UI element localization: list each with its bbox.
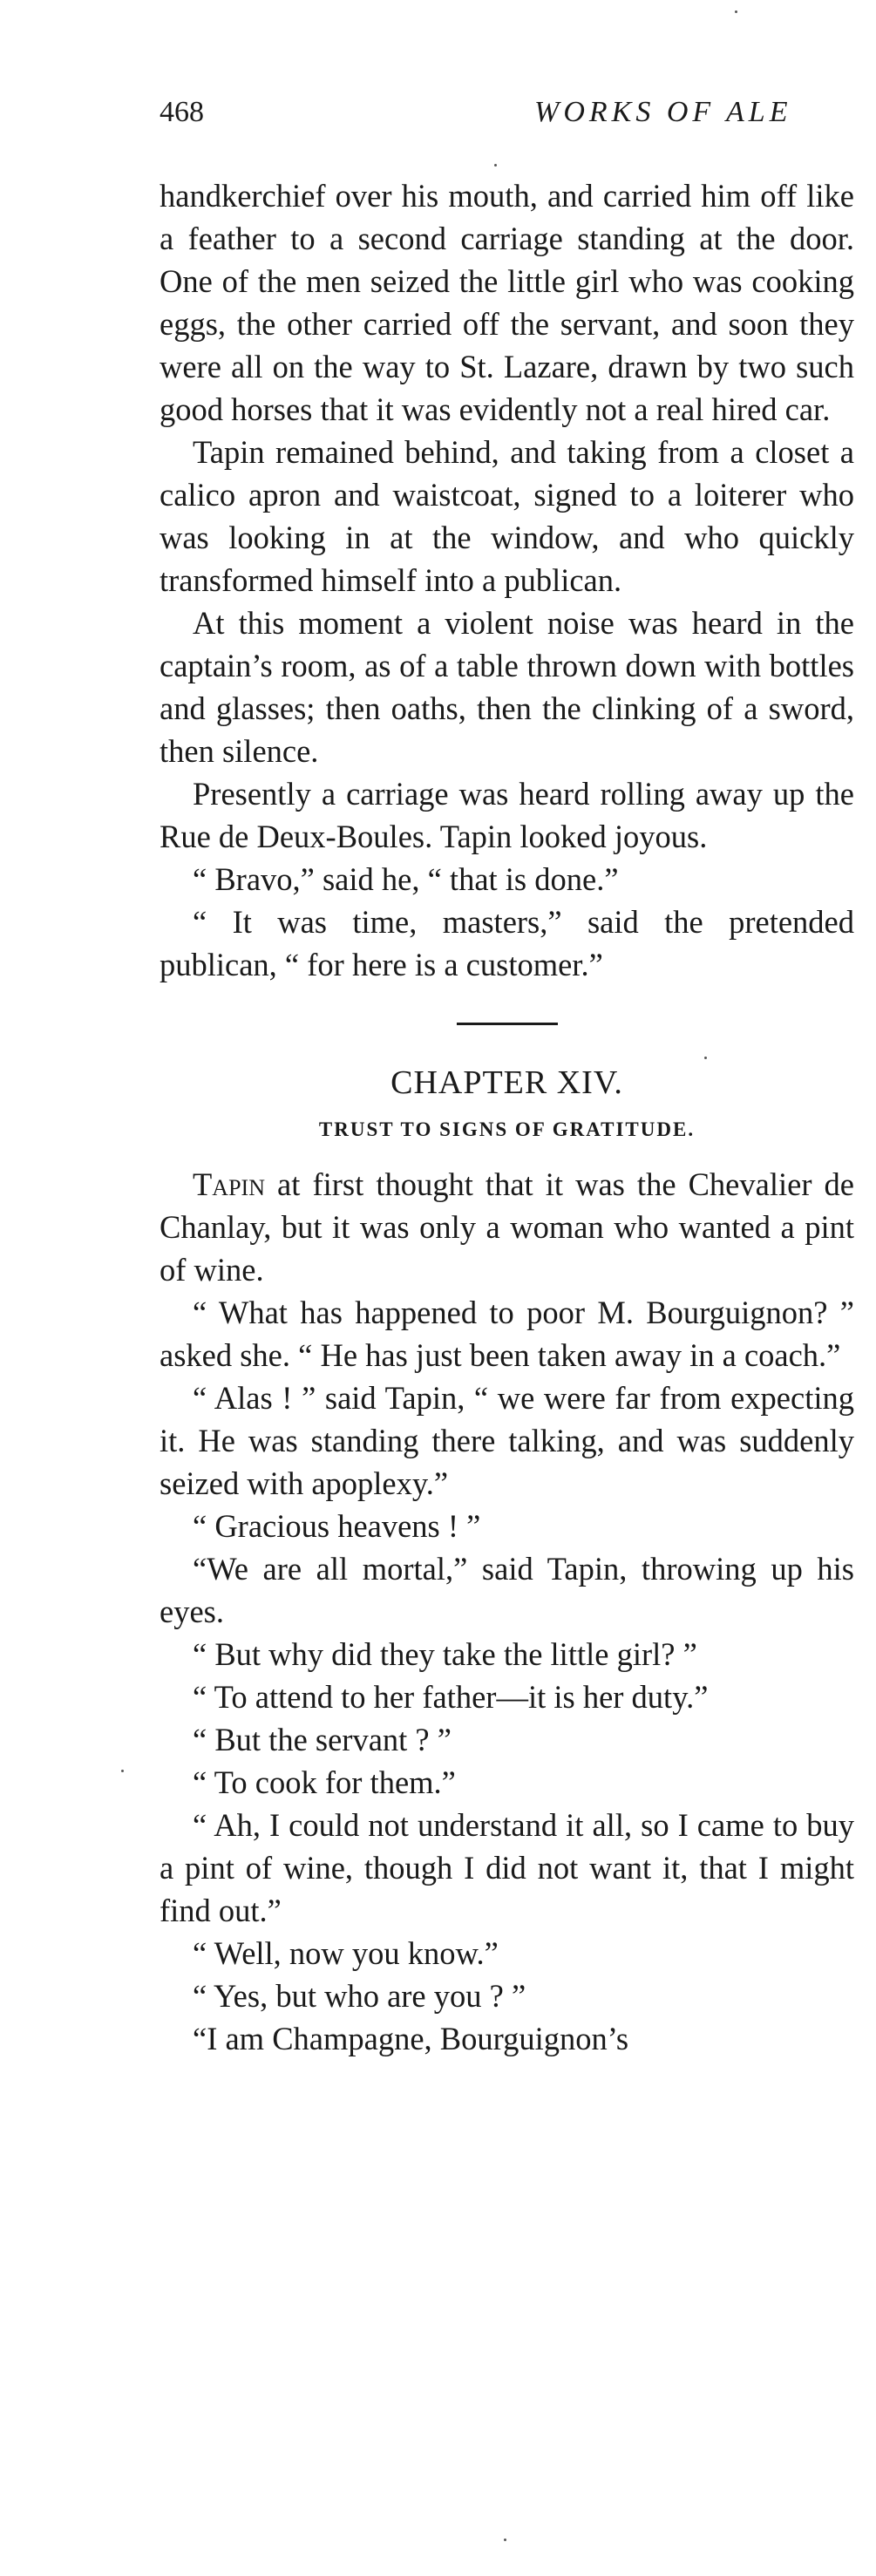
paragraph: “ But why did they take the little girl? ” [193,1636,697,1672]
paragraph: “ To cook for them.” [193,1764,456,1800]
paragraph: “ But the servant ? ” [193,1722,452,1757]
paragraph: “ It was time, masters,” said the pretended publican, “ for here is a customer.” [160,904,854,982]
chapter-opening-paragraph [160,1163,854,1291]
running-head [160,91,876,134]
body-text [160,174,854,2060]
chapter-title: CHAPTER XIV. [390,1064,623,1101]
paragraph: “ What has happened to poor M. Bourguignon? ” asked she. “ He has just been taken away in a coach.” [160,1295,854,1373]
speck [704,1057,707,1059]
opening-word: Tapin [193,1166,265,1202]
paragraph: Presently a carriage was heard rolling away up the Rue de Deux-Boules. Tapin looked joyous. [160,776,854,854]
paragraph: Tapin remained behind, and taking from a closet a calico apron and waistcoat, signed to a loiterer who was looking in at the window, and who quickly transformed himself into a publican. [160,434,854,598]
speck [735,10,737,13]
page-number: 468 [160,96,204,128]
section-divider [457,1023,558,1025]
paragraph: “ Yes, but who are you ? ” [193,1978,526,2014]
paragraph: “ Ah, I could not understand it all, so I came to buy a pint of wine, though I did not want it, that I might find out.” [160,1807,854,1928]
speck [504,2539,506,2541]
paragraph: “ Bravo,” said he, “ that is done.” [193,861,619,897]
paragraph: “ Well, now you know.” [193,1935,499,1971]
chapter-subtitle: TRUST TO SIGNS OF GRATITUDE. [318,1118,696,1140]
opening-paragraph-text: at first thought that it was the Chevalier de Chanlay, but it was only a woman who wanted a pint of wine. [160,1166,854,1288]
paragraph: “We are all mortal,” said Tapin, throwing up his eyes. [160,1551,854,1629]
paragraph: “ Gracious heavens ! ” [193,1508,481,1544]
speck [494,164,497,167]
paragraph: At this moment a violent noise was heard in the captain’s room, as of a table thrown down with bottles and glasses; then oaths, then the clinking of a sword, then silence. [160,605,854,769]
paragraph: “ To attend to her father—it is her duty.” [193,1679,709,1715]
paragraph: “I am Champagne, Bourguignon’s [193,2021,629,2056]
running-title: WORKS OF ALE [534,96,792,128]
paragraph: “ Alas ! ” said Tapin, “ we were far from expecting it. He was standing there talking, and was suddenly seized with apoplexy.” [160,1380,854,1501]
speck [121,1770,124,1772]
paragraph: handkerchief over his mouth, and carried him off like a feather to a second carriage standing at the door. One of the men seized the little girl who was cooking eggs, the other carried off the servant, and soon they were all on the way to St. Lazare, drawn by two such good horses that it was evidently not a real hired car. [160,178,854,427]
